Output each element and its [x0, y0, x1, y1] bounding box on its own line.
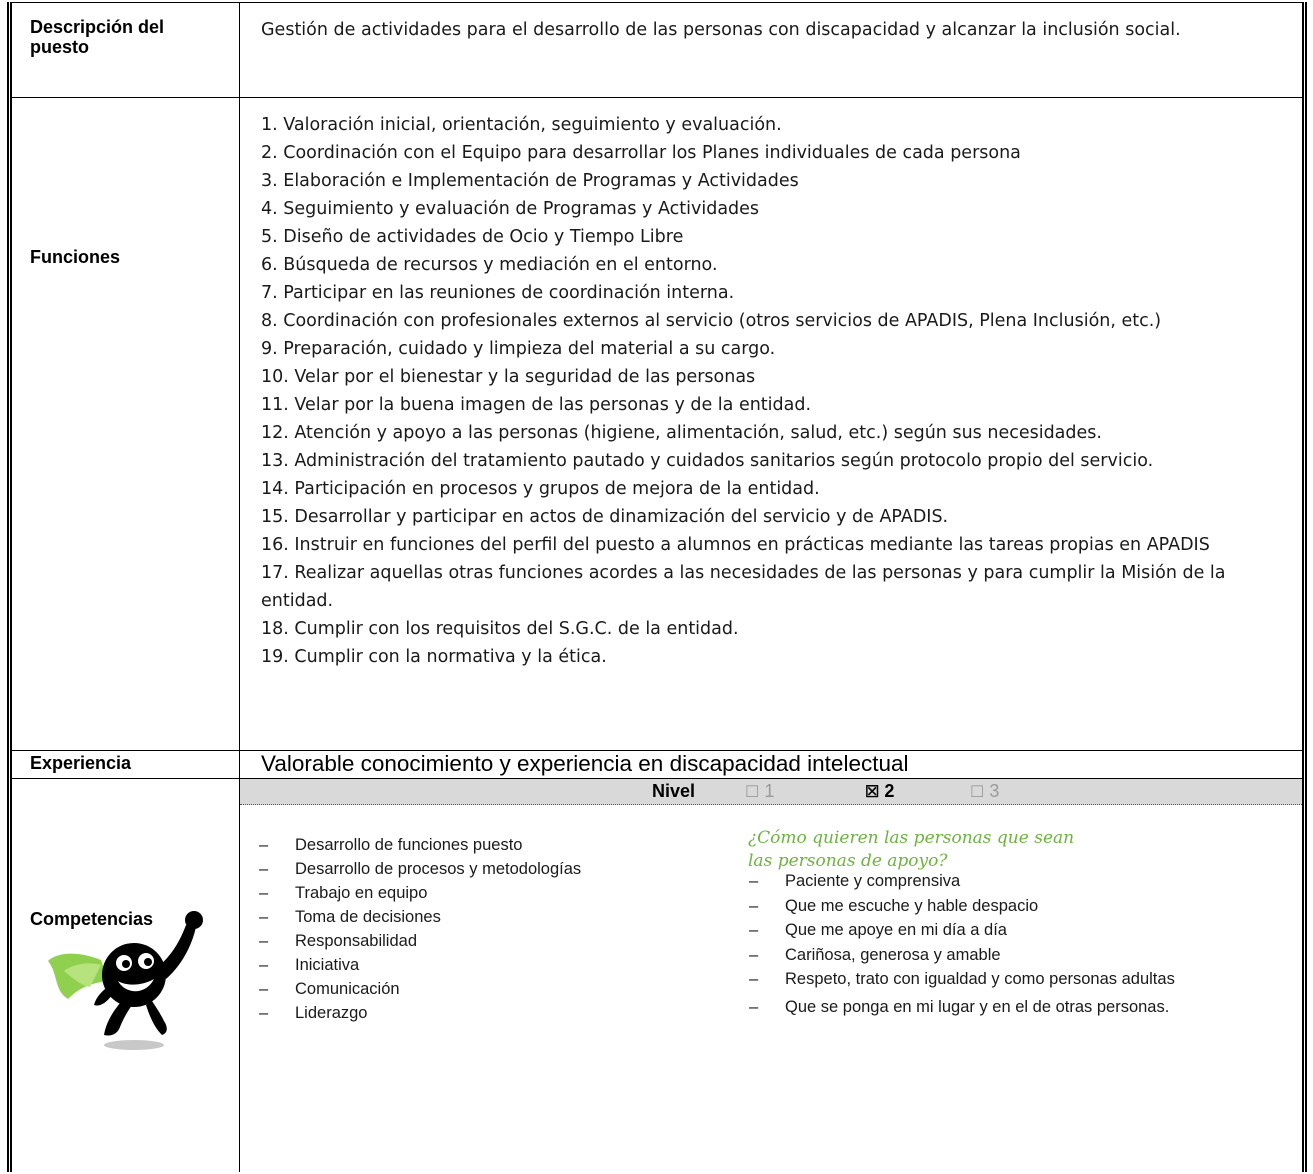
preferencia-item — [745, 967, 1175, 992]
experiencia-text: Valorable conocimiento y experiencia en discapacidad intelectual — [261, 751, 909, 776]
content-cell-descripcion — [240, 3, 1302, 97]
row-funciones — [12, 97, 1302, 751]
funcion-item: 3. Elaboración e Implementación de Programas y Actividades — [261, 171, 799, 191]
preferencia-text: Que me apoye en mi día a día — [785, 921, 1007, 939]
label-descripcion-line1: Descripción del — [30, 17, 165, 37]
funcion-item: 7. Participar en las reuniones de coordinación interna. — [261, 283, 735, 303]
preferencias-title-line2: las personas de apoyo? — [748, 851, 948, 871]
label-cell-descripcion — [12, 3, 240, 97]
preferencia-item — [745, 943, 1175, 968]
preferencia-item — [745, 918, 1175, 943]
nivel-label: Nivel — [652, 781, 696, 801]
dash-bullet: – — [259, 884, 269, 902]
funcion-item: 11. Velar por la buena imagen de las personas y de la entidad. — [261, 395, 812, 415]
funcion-item: 19. Cumplir con la normativa y la ética. — [261, 647, 607, 667]
competencia-item — [255, 953, 581, 977]
funcion-item: 17. Realizar aquellas otras funciones acordes a las necesidades de las personas y para cumplir la Misión de la entidad. — [261, 563, 1226, 611]
label-experiencia: Experiencia — [30, 753, 132, 773]
preferencia-text: Que me escuche y hable despacio — [785, 896, 1039, 915]
funcion-item: 8. Coordinación con profesionales externos al servicio (otros servicios de APADIS, Plena Inclusión, etc.) — [261, 311, 1162, 331]
funcion-item: 1. Valoración inicial, orientación, seguimiento y evaluación. — [261, 115, 782, 135]
nivel-option-value: 3 — [989, 781, 1000, 801]
funcion-item: 4. Seguimiento y evaluación de Programas y Actividades — [261, 199, 760, 219]
row-experiencia — [12, 751, 1302, 779]
dash-bullet: – — [749, 945, 759, 964]
competencia-text: Trabajo en equipo — [295, 884, 428, 902]
competencia-text: Iniciativa — [295, 956, 360, 974]
job-profile-table — [7, 2, 1307, 1172]
dash-bullet: – — [259, 836, 269, 854]
dash-bullet: – — [259, 932, 269, 950]
dash-bullet: – — [259, 1004, 269, 1022]
preferencias-title-line1: ¿Cómo quieren las personas que sean — [748, 828, 1075, 848]
label-cell-experiencia — [12, 751, 240, 778]
preferencias-list — [745, 869, 1175, 1019]
row-competencias — [12, 779, 1302, 1172]
dash-bullet: – — [259, 860, 269, 878]
competencia-text: Comunicación — [295, 980, 400, 998]
dash-bullet: – — [749, 896, 759, 915]
nivel-option-value: 2 — [884, 781, 895, 801]
competencias-list — [255, 833, 581, 1025]
funcion-item: 16. Instruir en funciones del perfil del puesto a alumnos en prácticas mediante las tareas propias en APADIS — [261, 535, 1210, 555]
unchecked-checkbox-icon: ☐ — [745, 784, 760, 801]
dash-bullet: – — [749, 872, 759, 890]
funcion-item: 12. Atención y apoyo a las personas (higiene, alimentación, salud, etc.) según sus necesidades. — [261, 423, 1102, 443]
funcion-item: 2. Coordinación con el Equipo para desarrollar los Planes individuales de cada persona — [261, 143, 1021, 163]
superhero-mascot-icon — [46, 895, 226, 1055]
dash-bullet: – — [749, 921, 759, 939]
content-cell-funciones — [240, 97, 1302, 750]
funciones-list — [261, 111, 1301, 671]
dash-bullet: – — [749, 997, 759, 1016]
funcion-item: 14. Participación en procesos y grupos de mejora de la entidad. — [261, 479, 820, 499]
checked-checkbox-icon: ☒ — [865, 784, 880, 801]
label-cell-funciones — [12, 97, 240, 750]
nivel-option-3[interactable] — [970, 779, 999, 805]
competencia-item — [255, 977, 581, 1001]
competencia-text: Desarrollo de funciones puesto — [295, 836, 523, 854]
label-cell-competencias — [12, 779, 240, 1172]
preferencias-title — [748, 827, 1074, 873]
competencia-item — [255, 857, 581, 881]
content-cell-competencias — [240, 779, 1302, 1172]
content-cell-experiencia — [240, 751, 1302, 778]
nivel-option-1[interactable] — [745, 779, 774, 805]
competencia-item — [255, 905, 581, 929]
funcion-item: 5. Diseño de actividades de Ocio y Tiempo Libre — [261, 227, 684, 247]
competencia-text: Toma de decisiones — [295, 908, 441, 926]
competencia-text: Desarrollo de procesos y metodologías — [295, 860, 582, 878]
funcion-item: 13. Administración del tratamiento pautado y cuidados sanitarios según protocolo propio del servicio. — [261, 451, 1154, 471]
row-descripcion — [12, 2, 1302, 98]
preferencia-item — [745, 894, 1175, 919]
dash-bullet: – — [749, 970, 759, 988]
nivel-option-value: 1 — [764, 781, 775, 801]
competencia-item — [255, 1001, 581, 1025]
preferencia-text: Cariñosa, generosa y amable — [785, 945, 1001, 964]
unchecked-checkbox-icon: ☐ — [970, 784, 985, 801]
preferencia-item — [745, 995, 1175, 1020]
label-descripcion-line2: puesto — [30, 37, 90, 57]
preferencia-item — [745, 869, 1175, 894]
label-descripcion — [30, 17, 164, 57]
dash-bullet: – — [259, 956, 269, 974]
funcion-item: 18. Cumplir con los requisitos del S.G.C. de la entidad. — [261, 619, 739, 639]
competencia-text: Liderazgo — [295, 1004, 368, 1022]
funcion-item: 6. Búsqueda de recursos y mediación en el entorno. — [261, 255, 718, 275]
funcion-item: 15. Desarrollar y participar en actos de dinamización del servicio y de APADIS. — [261, 507, 949, 527]
label-funciones: Funciones — [30, 247, 121, 267]
descripcion-text: Gestión de actividades para el desarrollo de las personas con discapacidad y alcanzar la inclusión social. — [261, 20, 1181, 40]
competencia-item — [255, 833, 581, 857]
preferencia-text: Respeto, trato con igualdad y como personas adultas — [785, 970, 1175, 988]
competencia-text: Responsabilidad — [295, 932, 418, 950]
funcion-item: 9. Preparación, cuidado y limpieza del material a su cargo. — [261, 339, 776, 359]
preferencia-text: Que se ponga en mi lugar y en el de otras personas. — [785, 997, 1170, 1016]
competencia-item — [255, 881, 581, 905]
label-competencias: Competencias — [30, 909, 154, 929]
preferencia-text: Paciente y comprensiva — [785, 872, 961, 890]
dash-bullet: – — [259, 980, 269, 998]
competencia-item — [255, 929, 581, 953]
nivel-option-2[interactable] — [865, 779, 894, 805]
funcion-item: 10. Velar por el bienestar y la seguridad de las personas — [261, 367, 756, 387]
nivel-bar — [240, 779, 1302, 805]
dash-bullet: – — [259, 908, 269, 926]
